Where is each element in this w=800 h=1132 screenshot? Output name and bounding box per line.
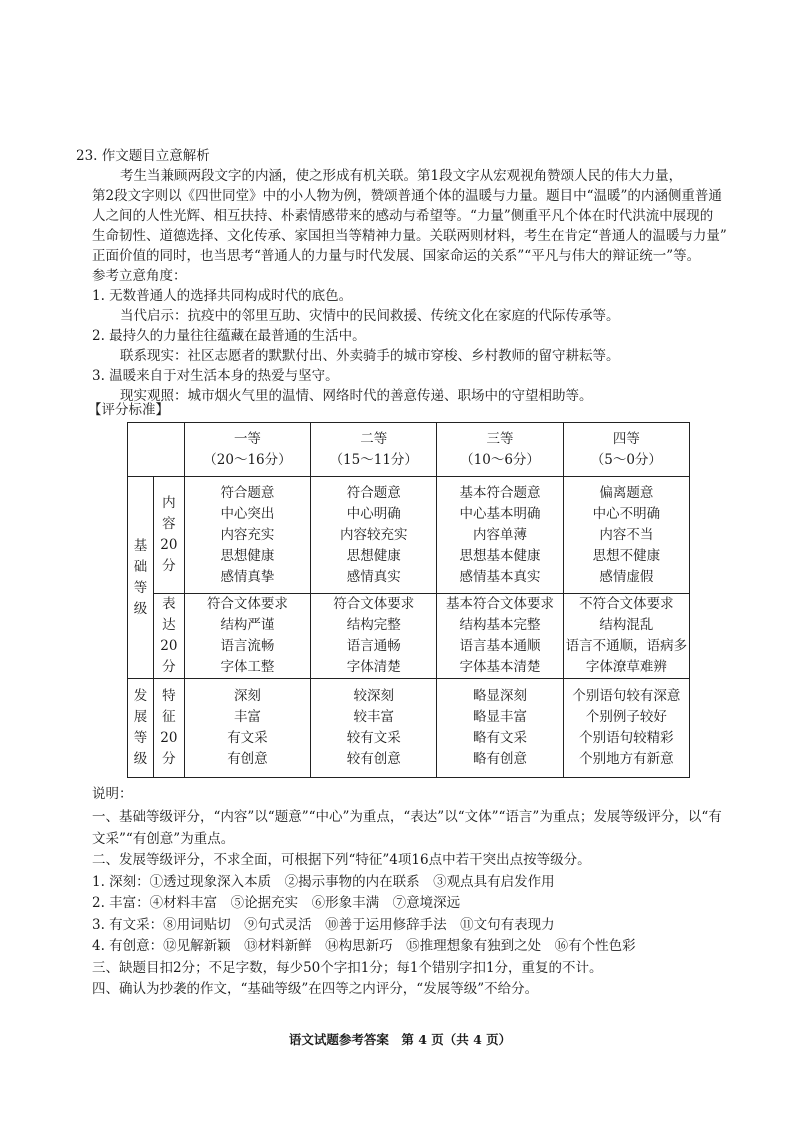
cell-line: 结构完整 xyxy=(346,617,401,633)
cell-line: 思想健康 xyxy=(346,547,401,564)
cell-line: 有文采 xyxy=(227,730,268,746)
cell-line: 础 xyxy=(133,558,148,575)
expression-cell xyxy=(311,594,437,679)
cell-line: 符合文体要求 xyxy=(206,596,288,612)
note-line: 二、发展等级评分，不求全面，可根据下列“特征”4项16点中若干突出点按等级分。 xyxy=(92,852,591,868)
note-line: 2. 丰富：④材料丰富 ⑤论据充实 ⑥形象丰满 ⑦意境深远 xyxy=(92,895,461,911)
cell-line: 结构混乱 xyxy=(599,617,654,633)
ref-detail: 现实观照：城市烟火气里的温情、网络时代的善意传递、职场中的守望相助等。 xyxy=(120,388,593,404)
grade-header: 四等 （5～0分） xyxy=(563,423,689,477)
ref-point: 3. 温暖来自于对生活本身的热爱与坚守。 xyxy=(92,368,339,384)
cell-line: 符合题意 xyxy=(220,484,275,501)
cell-line: 20 xyxy=(160,638,178,654)
cell-line: 分 xyxy=(162,751,176,767)
feature-cell xyxy=(184,679,310,778)
cell-line: 字体潦草难辨 xyxy=(585,659,667,675)
cell-line: 感情真挚 xyxy=(220,568,275,585)
cell-line: 分 xyxy=(162,558,176,574)
content-cell xyxy=(184,477,310,594)
cell-line: 中心明确 xyxy=(346,505,401,522)
page-footer: 语文试题参考答案 第 4 页（共 4 页） xyxy=(288,1032,512,1047)
cell-line: 个别语句较精彩 xyxy=(579,730,674,746)
cell-line: 略有文采 xyxy=(473,730,528,746)
grade-header: 二等 （15～11分） xyxy=(311,423,437,477)
development-level-label xyxy=(128,679,154,778)
content-cell xyxy=(563,477,689,594)
cell-line: 内容较充实 xyxy=(339,526,408,543)
note-line: 文采”“有创意”为重点。 xyxy=(92,830,235,847)
cell-line: 较有创意 xyxy=(346,751,401,767)
cell-line: 发 xyxy=(133,688,148,704)
cell-line: 内 xyxy=(162,495,176,511)
cell-line: 较丰富 xyxy=(353,709,394,725)
cell-line: 结构基本完整 xyxy=(459,617,541,633)
cell-line: 符合题意 xyxy=(346,484,401,501)
question-title: 23. 作文题目立意解析 xyxy=(76,148,210,164)
cell-line: 语言不通顺，语病多 xyxy=(565,638,688,654)
cell-line: 思想基本健康 xyxy=(459,547,541,564)
grade-header: 一等 （20～16分） xyxy=(184,423,310,477)
cell-line: 感情虚假 xyxy=(599,568,654,585)
feature-cell xyxy=(311,679,437,778)
cell-line: 感情基本真实 xyxy=(459,568,541,585)
cell-line: 丰富 xyxy=(233,709,261,725)
feature-cell xyxy=(437,679,563,778)
note-line: 1. 深刻：①透过现象深入本质 ②揭示事物的内在联系 ③观点具有启发作用 xyxy=(92,873,555,890)
intro-line: 正面价值的同时，也当思考“普通人的力量与时代发展、国家命运的关系”“平凡与伟大的辩证统一”等。 xyxy=(92,248,701,264)
expression-cell xyxy=(184,594,310,679)
cell-line: 感情真实 xyxy=(346,568,401,585)
note-line: 三、缺题目扣2分；不足字数，每少50个字扣1分；每1个错别字扣1分，重复的不计。 xyxy=(92,959,603,976)
cell-line: 有创意 xyxy=(227,751,268,767)
cell-line: 基 xyxy=(133,537,148,554)
cell-line: 深刻 xyxy=(233,688,261,704)
note-line: 四、确认为抄袭的作文，“基础等级”在四等之内评分，“发展等级”不给分。 xyxy=(92,981,539,997)
cell-line: 内容不当 xyxy=(599,526,654,543)
cell-line: 略显丰富 xyxy=(473,709,528,725)
cell-line: 略有创意 xyxy=(473,751,528,767)
expression-cell xyxy=(437,594,563,679)
cell-line: 中心不明确 xyxy=(592,505,661,522)
cell-line: 符合文体要求 xyxy=(333,596,415,612)
cell-line: 级 xyxy=(133,600,148,617)
cell-line: 内容单薄 xyxy=(473,526,528,543)
cell-line: 中心突出 xyxy=(220,505,275,522)
intro-line: 生命韧性、道德选择、文化传承、家国担当等精神力量。关联两则材料，考生在肯定“普通人的温暖与力量” xyxy=(92,228,727,244)
cell-line: 等 xyxy=(133,730,148,746)
cell-line: 容 xyxy=(162,516,176,532)
cell-line: 偏离题意 xyxy=(599,484,654,501)
cell-line: 语言通畅 xyxy=(346,638,401,654)
cell-line: 特 xyxy=(162,688,176,704)
cell-line: 字体清楚 xyxy=(346,659,401,675)
expression-cell xyxy=(563,594,689,679)
cell-line: 字体基本清楚 xyxy=(459,659,541,675)
grade-header: 三等 （10～6分） xyxy=(437,423,563,477)
cell-line: 较深刻 xyxy=(353,688,394,704)
cell-line: 达 xyxy=(162,617,176,633)
note-line: 4. 有创意：⑫见解新颖 ⑬材料新鲜 ⑭构思新巧 ⑮推理想象有独到之处 ⑯有个性色彩 xyxy=(92,938,636,954)
cell-line: 展 xyxy=(133,709,148,725)
feature-label xyxy=(153,679,184,778)
cell-line: 语言基本通顺 xyxy=(459,638,541,654)
intro-line: 考生当兼顾两段文字的内涵，使之形成有机关联。第1段文字从宏观视角赞颂人民的伟大力量， xyxy=(120,168,683,184)
cell-line: 语言流畅 xyxy=(220,638,275,654)
cell-line: 20 xyxy=(160,730,178,746)
ref-point: 2. 最持久的力量往往蕴藏在最普通的生活中。 xyxy=(92,328,366,344)
cell-line: 中心基本明确 xyxy=(459,505,541,522)
cell-line: 等 xyxy=(133,579,148,596)
cell-line: 字体工整 xyxy=(220,659,275,675)
cell-line: 级 xyxy=(133,751,148,767)
cell-line: 20 xyxy=(160,537,178,553)
cell-line: 个别例子较好 xyxy=(585,709,667,725)
cell-line: 内容充实 xyxy=(220,526,275,543)
scoring-table xyxy=(127,422,690,778)
notes-heading: 说明： xyxy=(92,786,133,802)
cell-line: 思想不健康 xyxy=(592,547,661,564)
ref-heading: 参考立意角度： xyxy=(92,268,187,284)
cell-line: 较有文采 xyxy=(346,730,401,746)
note-line: 一、基础等级评分，“内容”以“题意”“中心”为重点，“表达”以“文体”“语言”为重点；发展等级评分，以“有 xyxy=(92,809,722,825)
cell-line: 不符合文体要求 xyxy=(579,596,674,612)
cell-line: 结构严谨 xyxy=(220,617,275,633)
cell-line: 略显深刻 xyxy=(473,688,528,704)
ref-detail: 联系现实：社区志愿者的默默付出、外卖骑手的城市穿梭、乡村教师的留守耕耘等。 xyxy=(120,348,620,364)
corner-cell xyxy=(128,423,185,477)
expression-label xyxy=(153,594,184,679)
criteria-heading: 【评分标准】 xyxy=(88,402,169,418)
cell-line: 个别地方有新意 xyxy=(579,751,674,767)
ref-point: 1. 无数普通人的选择共同构成时代的底色。 xyxy=(92,288,353,304)
cell-line: 征 xyxy=(162,709,176,725)
cell-line: 个别语句较有深意 xyxy=(572,688,681,704)
content-cell xyxy=(437,477,563,594)
intro-line: 第2段文字则以《四世同堂》中的小人物为例，赞颂普通个体的温暖与力量。题目中“温暖”的内涵侧重普通 xyxy=(92,188,722,204)
note-line: 3. 有文采：⑧用词贴切 ⑨句式灵活 ⑩善于运用修辞手法 ⑪文句有表现力 xyxy=(92,916,555,933)
cell-line: 分 xyxy=(162,659,176,675)
cell-line: 基本符合题意 xyxy=(459,484,541,501)
cell-line: 基本符合文体要求 xyxy=(446,596,555,612)
intro-line: 人之间的人性光辉、相互扶持、朴素情感带来的感动与希望等。“力量”侧重平凡个体在时代洪流中展现的 xyxy=(92,208,714,224)
basic-level-label xyxy=(128,477,154,679)
cell-line: 思想健康 xyxy=(220,547,275,564)
content-cell xyxy=(311,477,437,594)
cell-line: 表 xyxy=(162,596,176,612)
feature-cell xyxy=(563,679,689,778)
content-label xyxy=(153,477,184,594)
ref-detail: 当代启示：抗疫中的邻里互助、灾情中的民间救援、传统文化在家庭的代际传承等。 xyxy=(120,308,620,324)
